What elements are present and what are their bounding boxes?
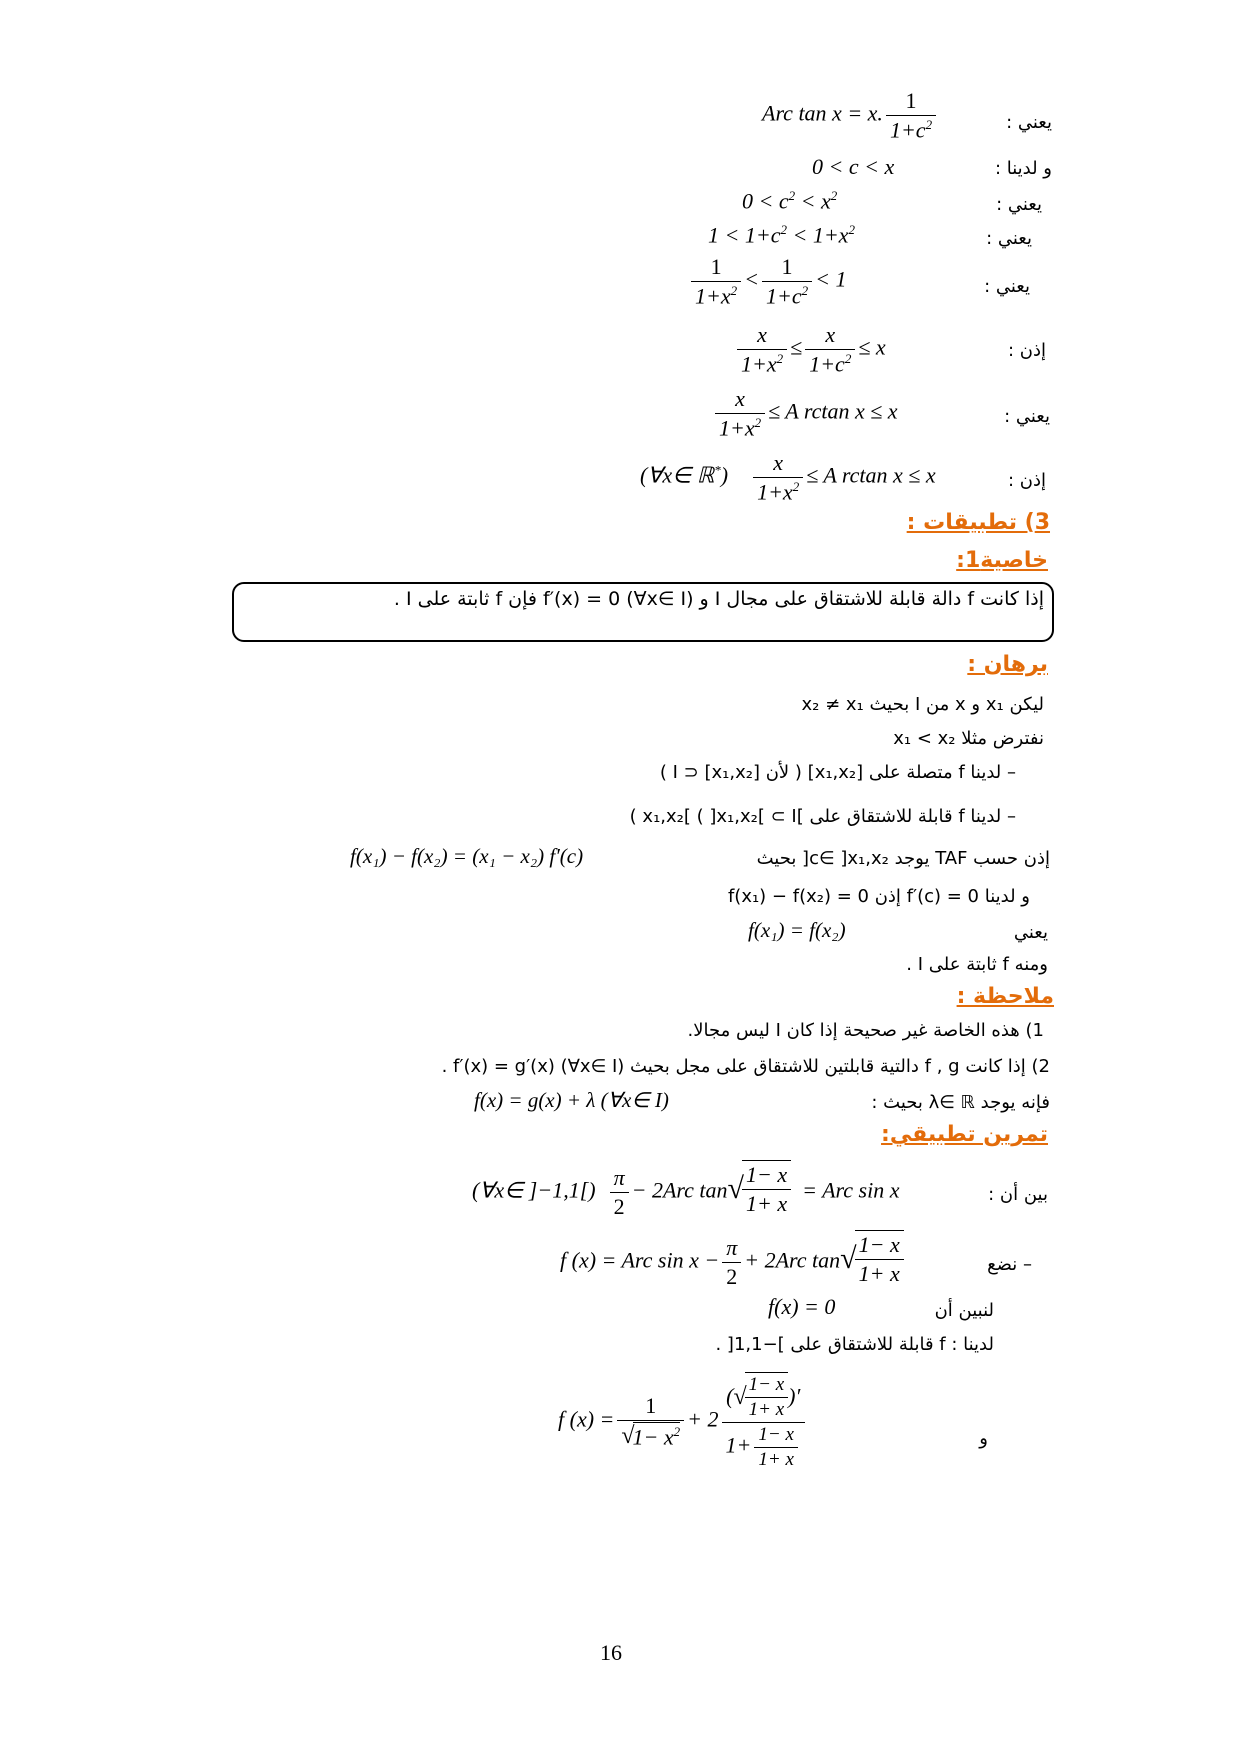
proof-equation-5: f(x₁) − f(x₂) = (x₁ − x₂) f′(c) — [350, 844, 584, 868]
proof-line-3: – لدينا f متصلة على [x₁,x₂] ( لأن [x₁,x₂] ⊂ I ) — [659, 762, 1016, 783]
exercise-line-4: لدينا : f قابلة للاشتقاق على ]−1,1[ . — [715, 1334, 994, 1355]
note-2: 2) إذا كانت f , g دالتية قابلتين للاشتقاق على مجل بحيث f′(x) = g′(x) (∀x∈ I) . — [441, 1056, 1050, 1077]
equation-3: $0 < c^2 < x^2$ — [742, 188, 838, 214]
exercise-line-3: لنبين أن — [934, 1300, 994, 1321]
derivation-label-7: يعني : — [1004, 406, 1050, 427]
proof-line-6: و لدينا f′(c) = 0 إذن f(x₁) − f(x₂) = 0 — [727, 886, 1030, 907]
note-1: 1) هذه الخاصة غير صحيحة إذا كان I ليس مجالا. — [687, 1020, 1044, 1041]
equation-7: $\frac{x}{1+x^2}$ ≤ A rctan x ≤ x — [712, 386, 898, 441]
property-title: خاصية1: — [956, 548, 1048, 573]
note-equation-3: f(x) = g(x) + λ (∀x∈ I) — [474, 1088, 669, 1112]
exercise-line-2: – نضع — [987, 1254, 1032, 1275]
derivation-label-2: و لدينا : — [994, 158, 1052, 179]
proof-equation-7: f(x₁) = f(x₂) — [748, 918, 846, 942]
proof-line-2: نفترض مثلا x₁ < x₂ — [893, 728, 1044, 749]
exercise-equation-2: f (x) = Arc sin x − $\frac{\pi}{2}$ + 2Arc tan √ $\frac{1- x}{1+ x}$ — [560, 1230, 904, 1290]
proof-line-7: يعني — [1013, 922, 1048, 943]
page-number: 16 — [600, 1640, 622, 1665]
equation-5: $\frac{1}{1+x^2}$ < $\frac{1}{1+c^2}$ < 1 — [688, 254, 846, 309]
proof-line-1: ليكن x₁ و x من I بحيث x₂ ≠ x₁ — [801, 694, 1044, 715]
note-title: ملاحظة : — [956, 984, 1054, 1009]
exercise-line-5: و — [979, 1428, 988, 1449]
equation-2: 0 < c < x — [812, 154, 895, 179]
derivation-label-1: يعني : — [1006, 112, 1052, 133]
exercise-title: تمرين تطبيقي: — [881, 1122, 1048, 1147]
section-title-applications: 3) تطبيقات : — [906, 510, 1050, 535]
equation-8: (∀x∈ ℝ*) $\frac{x}{1+x^2}$ ≤ A rctan x ≤ x — [640, 450, 936, 505]
proof-title: برهان : — [967, 652, 1048, 677]
equation-4: $1 < 1+c^2 < 1+x^2$ — [708, 222, 855, 248]
derivation-label-5: يعني : — [984, 276, 1030, 297]
exercise-equation-1: (∀x∈ ]−1,1[) $\frac{\pi}{2}$ − 2Arc tan √ $\frac{1- x}{1+ x}$ = Arc sin x — [472, 1162, 900, 1219]
proof-line-5: إذن حسب TAF يوجد c∈ ]x₁,x₂[ بحيث — [756, 848, 1050, 869]
exercise-line-1: بين أن : — [988, 1184, 1048, 1205]
exercise-equation-3: f(x) = 0 — [768, 1294, 836, 1319]
derivation-label-8: إذن : — [1007, 470, 1046, 491]
proof-line-4: – لدينا f قابلة للاشتقاق على ]x₁,x₂[ ( ]x₁,x₂[ ⊂ I ) — [629, 806, 1016, 827]
equation-1: Arc tan x = x. $\frac{1}{1+c^2}$ — [762, 88, 939, 143]
derivation-label-3: يعني : — [996, 194, 1042, 215]
exercise-equation-5: f (x) = 1 √ $1- x^2$ + 2 ( √ $\frac{1- x}{1+ x}$ )′ 1+ $\frac{1- x}{1+ x}$ — [558, 1372, 808, 1471]
property-statement: إذا كانت f دالة قابلة للاشتقاق على مجال I و f′(x) = 0 (∀x∈ I) فإن f ثابتة على I . — [393, 588, 1044, 610]
derivation-label-4: يعني : — [986, 228, 1032, 249]
equation-6: $\frac{x}{1+x^2}$ ≤ $\frac{x}{1+c^2}$ ≤ x — [734, 322, 886, 377]
proof-line-8: ومنه f ثابتة على I . — [906, 954, 1048, 975]
note-3: فإنه يوجد λ∈ ℝ بحيث : — [871, 1092, 1050, 1113]
derivation-label-6: إذن : — [1007, 340, 1046, 361]
